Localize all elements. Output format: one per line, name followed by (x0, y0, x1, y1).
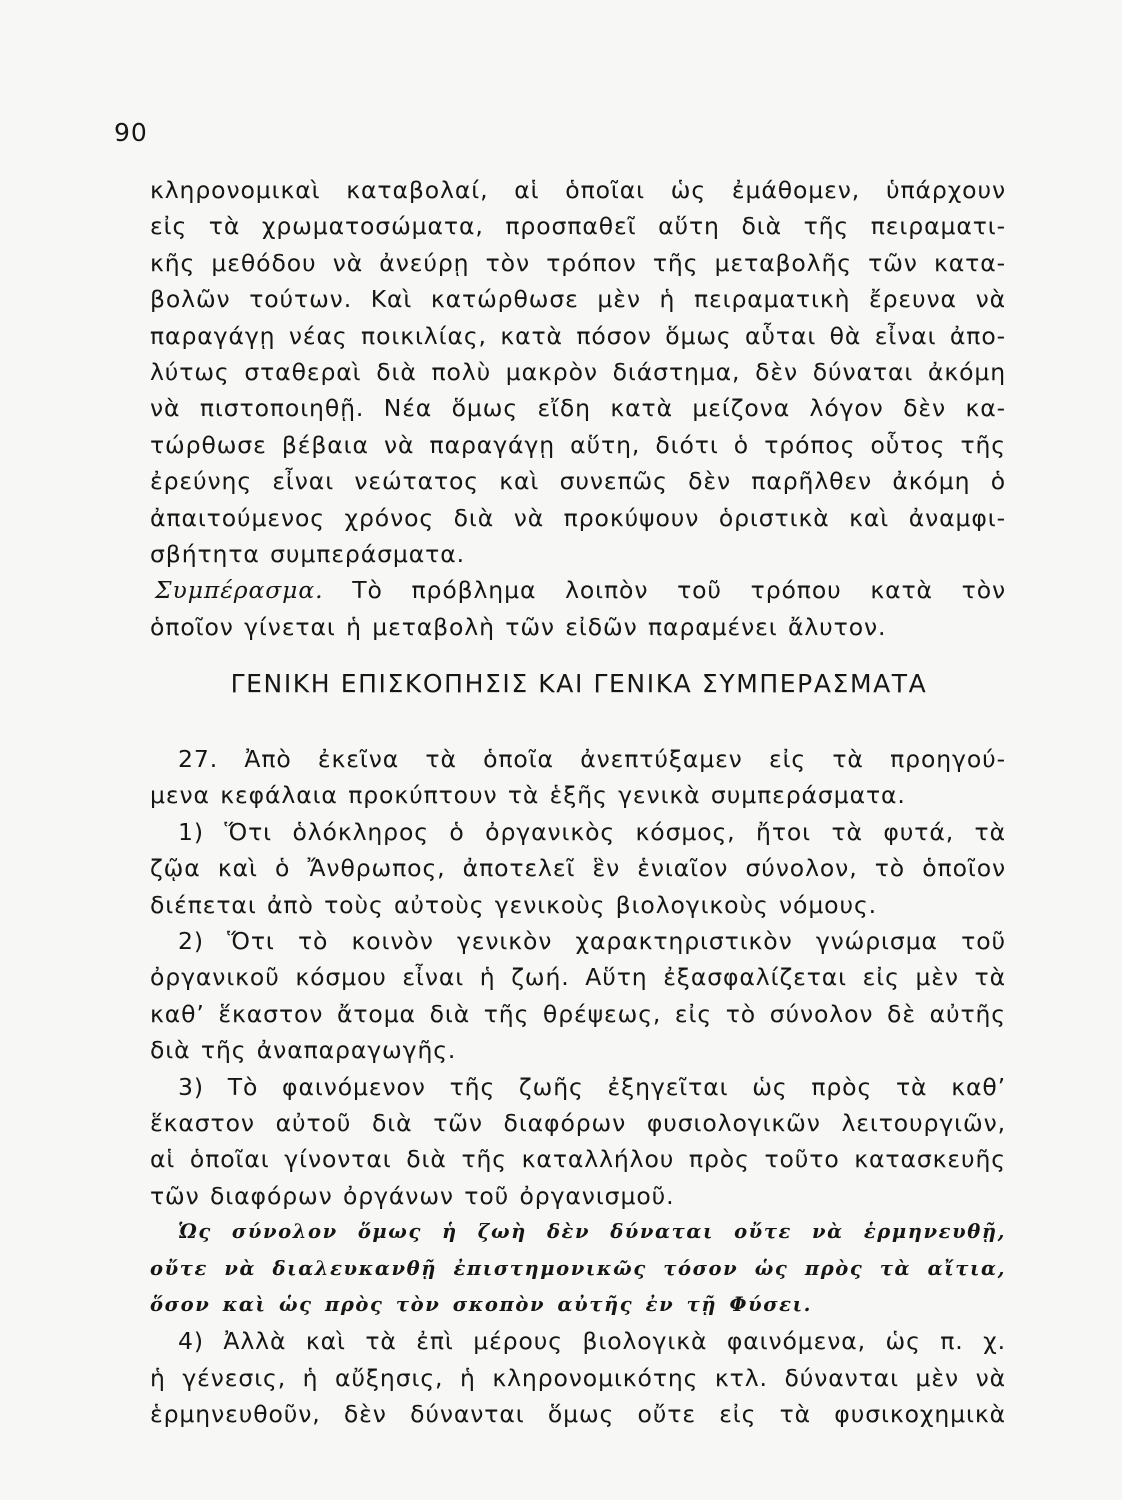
text-line: κληρονομικαὶ καταβολαί, αἱ ὁποῖαι ὡς ἐμάθομεν, ὑπάρχουν (150, 176, 1006, 204)
text-line: 27. Ἀπὸ ἐκεῖνα τὰ ὁποῖα ἀνεπτύξαμεν εἰς τὰ προηγού- (178, 745, 1006, 774)
paragraph-point-3 (150, 1069, 1006, 1215)
text-line: διὰ τῆς ἀναπαραγωγῆς. (150, 1036, 457, 1065)
paragraph-point-2 (150, 923, 1006, 1069)
text-line: μενα κεφάλαια προκύπτουν τὰ ἑξῆς γενικὰ συμπεράσματα. (150, 781, 906, 810)
text-line: Ὡς σύνολον ὅμως ἡ ζωὴ δὲν δύναται οὔτε νὰ ἑρμηνευθῇ, (178, 1220, 1006, 1244)
text-line: εἰς τὰ χρωματοσώματα, προσπαθεῖ αὕτη διὰ τῆς πειραματι- (150, 212, 1006, 241)
text-line: ὁποῖον γίνεται ἡ μεταβολὴ τῶν εἰδῶν παραμένει ἄλυτον. (150, 612, 887, 641)
text-line: 2) Ὅτι τὸ κοινὸν γενικὸν χαρακτηριστικὸν γνώρισμα τοῦ (178, 927, 1006, 956)
text-line: ἑρμηνευθοῦν, δὲν δύνανται ὅμως οὔτε εἰς τὰ φυσικοχημικὰ (150, 1400, 1006, 1429)
text-line: 1) Ὅτι ὁλόκληρος ὁ ὀργανικὸς κόσμος, ἤτοι τὰ φυτά, τὰ (178, 817, 1006, 846)
text-line: παραγάγῃ νέας ποικιλίας, κατὰ πόσον ὅμως αὗται θὰ εἶναι ἀπο- (150, 321, 1006, 350)
text-line: οὔτε νὰ διαλευκανθῇ ἐπιστημονικῶς τόσον ὡς πρὸς τὰ αἴτια, (150, 1256, 1006, 1280)
text-line: αἱ ὁποῖαι γίνονται διὰ τῆς καταλλήλου πρὸς τοῦτο κατασκευῆς (150, 1145, 1006, 1174)
paragraph-27 (150, 741, 1006, 814)
text-line: σβήτητα συμπεράσματα. (150, 539, 465, 568)
paragraph-continuation (150, 172, 1006, 572)
text-line: 3) Τὸ φαινόμενον τῆς ζωῆς ἐξηγεῖται ὡς πρὸς τὰ καθ’ (178, 1072, 1006, 1101)
text-line: ἀπαιτούμενος χρόνος διὰ νὰ προκύψουν ὁριστικὰ καὶ ἀναμφι- (150, 503, 1006, 532)
paragraph-point-4 (150, 1323, 1006, 1432)
text-line: βολῶν τούτων. Καὶ κατώρθωσε μὲν ἡ πειραματικὴ ἔρευνα νὰ (150, 285, 1006, 314)
text-line: ὀργανικοῦ κόσμου εἶναι ἡ ζωή. Αὕτη ἐξασφαλίζεται εἰς μὲν τὰ (150, 963, 1006, 992)
text-line: ἕκαστον αὐτοῦ διὰ τῶν διαφόρων φυσιολογικῶν λειτουργιῶν, (150, 1108, 1006, 1137)
text-line: κῆς μεθόδου νὰ ἀνεύρῃ τὸν τρόπον τῆς μεταβολῆς τῶν κατα- (150, 248, 1006, 277)
text-line: ἡ γένεσις, ἡ αὔξησις, ἡ κληρονομικότης κτλ. δύνανται μὲν νὰ (150, 1363, 1006, 1392)
text-line: λύτως σταθεραὶ διὰ πολὺ μακρὸν διάστημα, δὲν δύναται ἀκόμη (150, 357, 1006, 386)
body-text (150, 172, 1006, 1433)
text-line: τώρθωσε βέβαια νὰ παραγάγῃ αὕτη, διότι ὁ τρόπος οὗτος τῆς (150, 430, 1006, 459)
conclusion-paragraph (150, 572, 1006, 645)
section-heading: ΓΕΝΙΚΗ ΕΠΙΣΚΟΠΗΣΙΣ ΚΑΙ ΓΕΝΙΚΑ ΣΥΜΠΕΡΑΣΜΑΤΑ (230, 669, 928, 699)
text-line: 4) Ἀλλὰ καὶ τὰ ἐπὶ μέρους βιολογικὰ φαινόμενα, ὡς π. χ. (178, 1327, 1006, 1356)
emphasized-statement (150, 1214, 1006, 1323)
conclusion-text: Τὸ πρόβλημα λοιπὸν τοῦ τρόπου κατὰ τὸν (352, 576, 1006, 605)
text-line: ζῷα καὶ ὁ Ἄνθρωπος, ἀποτελεῖ ἓν ἑνιαῖον σύνολον, τὸ ὁποῖον (150, 854, 1006, 883)
text-line: διέπεται ἀπὸ τοὺς αὐτοὺς γενικοὺς βιολογικοὺς νόμους. (150, 890, 878, 919)
page-number: 90 (114, 118, 148, 147)
conclusion-label: Συμπέρασμα. (155, 576, 324, 605)
text-line (150, 572, 1006, 608)
text-line: νὰ πιστοποιηθῇ. Νέα ὅμως εἴδη κατὰ μείζονα λόγον δὲν κα- (150, 394, 1006, 423)
paragraph-point-1 (150, 814, 1006, 923)
text-line: καθ’ ἕκαστον ἄτομα διὰ τῆς θρέψεως, εἰς τὸ σύνολον δὲ αὐτῆς (150, 999, 1006, 1028)
text-line: ὅσον καὶ ὡς πρὸς τὸν σκοπὸν αὐτῆς ἐν τῇ Φύσει. (150, 1292, 813, 1316)
text-line: ἐρεύνης εἶναι νεώτατος καὶ συνεπῶς δὲν παρῆλθεν ἀκόμη ὁ (150, 467, 1006, 496)
text-line: τῶν διαφόρων ὀργάνων τοῦ ὀργανισμοῦ. (150, 1181, 675, 1210)
